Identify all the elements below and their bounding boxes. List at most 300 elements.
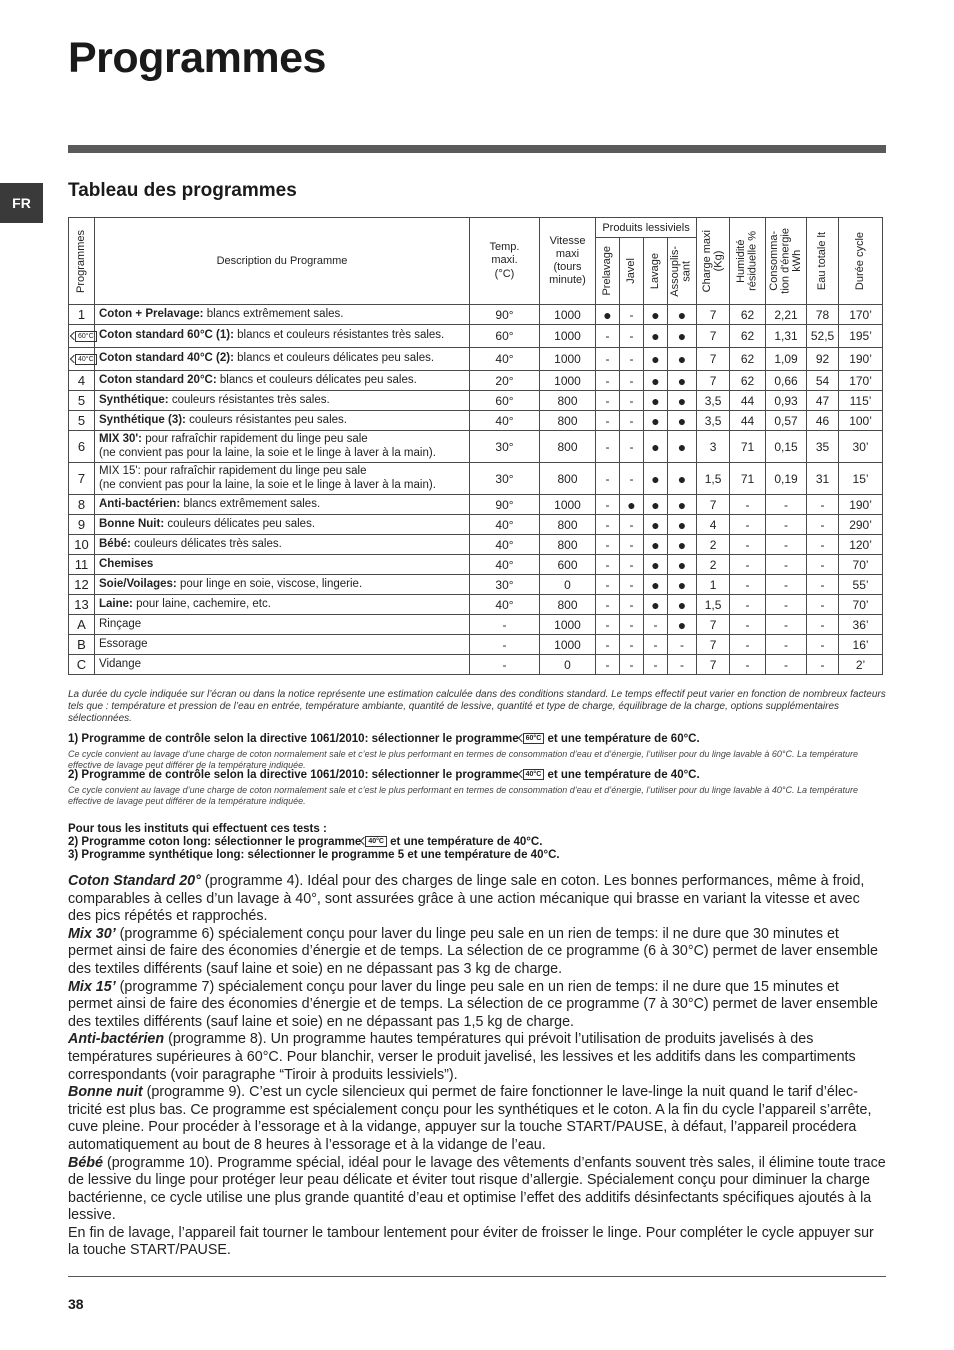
assouplissant-cell: - xyxy=(668,635,697,655)
table-row xyxy=(69,325,883,348)
humidite-cell: 44 xyxy=(730,391,766,411)
humidite-cell: - xyxy=(730,595,766,615)
cycle-disclaimer: La durée du cycle indiquée sur l’écran ou dans la notice représente une estimation calculée dans des conditions standard. Le temps effectif peut varier en fonction de nombreux facteurs tels que : température et pression de l’eau en entrée, température ambiante, quantité de lessive, quantité et type de charge, équilibrage de la charge, options supplémentaires sélectionnées. xyxy=(68,689,886,724)
eau-cell: 92 xyxy=(807,348,839,371)
lavage-cell: ● xyxy=(644,325,668,348)
humidite-cell: 71 xyxy=(730,463,766,495)
humidite-cell: 71 xyxy=(730,431,766,463)
consommation-cell: 0,19 xyxy=(766,463,807,495)
javel-cell: - xyxy=(620,535,644,555)
lavage-cell: ● xyxy=(644,595,668,615)
charge-cell: 7 xyxy=(697,495,730,515)
temp-cell: 30° xyxy=(470,575,540,595)
assouplissant-cell: ● xyxy=(668,391,697,411)
paragraph-lead: Mix 30’ xyxy=(68,925,116,942)
eau-cell: - xyxy=(807,575,839,595)
javel-cell: - xyxy=(620,515,644,535)
speed-cell: 0 xyxy=(540,655,596,675)
header-lavage: Lavage xyxy=(644,238,668,305)
assouplissant-cell: ● xyxy=(668,371,697,391)
description-paragraph xyxy=(68,1031,886,1084)
charge-cell: 3,5 xyxy=(697,391,730,411)
eco-60-icon: 60°C xyxy=(523,733,545,744)
header-prelavage: Prelavage xyxy=(596,238,620,305)
speed-cell: 1000 xyxy=(540,615,596,635)
section-title: Tableau des programmes xyxy=(68,180,297,201)
program-number: A xyxy=(69,615,95,635)
note-2 xyxy=(68,769,886,807)
humidite-cell: 62 xyxy=(730,371,766,391)
speed-cell: 800 xyxy=(540,391,596,411)
javel-cell: ● xyxy=(620,495,644,515)
language-tab: FR xyxy=(0,183,43,223)
header-description: Description du Programme xyxy=(95,218,470,305)
note2-detail: Ce cycle convient au lavage d’une charge de coton normalement sale et c’est le plus performant en termes de consommation d’eau et d’énergie, l’utiliser pour du linge lavable à 40°C. La température effective de lavage peut différer de la température indiquée. xyxy=(68,785,859,806)
speed-cell: 800 xyxy=(540,431,596,463)
note1-detail: Ce cycle convient au lavage d’une charge de coton normalement sale et c’est le plus performant en termes de consommation d’eau et d’énergie, l’utiliser pour du linge lavable à 60°C. La température effective de lavage peut différer de la température indiquée. xyxy=(68,749,859,770)
humidite-cell: 62 xyxy=(730,325,766,348)
temp-cell: 90° xyxy=(470,495,540,515)
table-row xyxy=(69,371,883,391)
consommation-cell: - xyxy=(766,655,807,675)
program-number: 4 xyxy=(69,371,95,391)
prelavage-cell: - xyxy=(596,411,620,431)
consommation-cell: - xyxy=(766,495,807,515)
page-title: Programmes xyxy=(68,34,326,82)
humidite-cell: - xyxy=(730,515,766,535)
institutes-note xyxy=(68,823,886,862)
assouplissant-cell: ● xyxy=(668,595,697,615)
charge-cell: 7 xyxy=(697,325,730,348)
program-number: C xyxy=(69,655,95,675)
eau-cell: - xyxy=(807,515,839,535)
speed-cell: 1000 xyxy=(540,348,596,371)
prelavage-cell: - xyxy=(596,615,620,635)
table-row xyxy=(69,431,883,463)
table-row xyxy=(69,391,883,411)
lavage-cell: - xyxy=(644,615,668,635)
paragraph-lead: Bébé xyxy=(68,1154,103,1171)
table-row xyxy=(69,635,883,655)
prelavage-cell: - xyxy=(596,655,620,675)
institutes-line-2: 2) Programme coton long: sélectionner le programme xyxy=(68,836,362,848)
table-row xyxy=(69,575,883,595)
javel-cell: - xyxy=(620,431,644,463)
speed-cell: 1000 xyxy=(540,371,596,391)
temp-cell: 40° xyxy=(470,348,540,371)
temp-cell: - xyxy=(470,635,540,655)
paragraph-lead: Mix 15’ xyxy=(68,978,116,995)
eco-program-icon: 60°C xyxy=(75,331,97,342)
prelavage-cell: - xyxy=(596,348,620,371)
consommation-cell: 0,57 xyxy=(766,411,807,431)
program-number: 9 xyxy=(69,515,95,535)
speed-cell: 1000 xyxy=(540,635,596,655)
programmes-table xyxy=(68,217,883,675)
eco-40-icon: 40°C xyxy=(523,769,545,780)
header-assouplissant: Assouplis- sant xyxy=(668,238,697,305)
program-description: Coton standard 20°C: blancs et couleurs délicates peu sales. xyxy=(95,371,470,391)
program-number: 12 xyxy=(69,575,95,595)
assouplissant-cell: ● xyxy=(668,305,697,325)
table-row xyxy=(69,348,883,371)
prelavage-cell: - xyxy=(596,555,620,575)
javel-cell: - xyxy=(620,391,644,411)
assouplissant-cell: ● xyxy=(668,495,697,515)
charge-cell: 2 xyxy=(697,555,730,575)
note1-text: 1) Programme de contrôle selon la directive 1061/2010: sélectionner le programme xyxy=(68,733,519,745)
lavage-cell: ● xyxy=(644,535,668,555)
consommation-cell: 0,93 xyxy=(766,391,807,411)
institutes-line-2-end: et une température de 40°C. xyxy=(390,836,543,848)
consommation-cell: - xyxy=(766,575,807,595)
prelavage-cell: - xyxy=(596,371,620,391)
javel-cell: - xyxy=(620,555,644,575)
consommation-cell: - xyxy=(766,615,807,635)
header-programmes: Programmes xyxy=(69,218,95,305)
javel-cell: - xyxy=(620,305,644,325)
footer-rule xyxy=(68,1276,886,1277)
eau-cell: 31 xyxy=(807,463,839,495)
consommation-cell: 0,15 xyxy=(766,431,807,463)
consommation-cell: 1,09 xyxy=(766,348,807,371)
charge-cell: 7 xyxy=(697,635,730,655)
paragraph-text: (programme 7) spécialement conçu pour laver du linge peu sale en un rien de temps: il ne dure que 15 minutes et permet ainsi de faire des économies d’énergie et de temps. La sélection de ce programme (7 à 30°C) permet de laver ensemble des textiles différents (sauf laine et soie) en ne dépassant pas 1,5 kg de charge. xyxy=(68,978,878,1030)
assouplissant-cell: ● xyxy=(668,615,697,635)
duree-cell: 15’ xyxy=(839,463,883,495)
header-javel: Javel xyxy=(620,238,644,305)
program-description: Synthétique (3): couleurs résistantes peu sales. xyxy=(95,411,470,431)
javel-cell: - xyxy=(620,595,644,615)
program-number: 5 xyxy=(69,391,95,411)
duree-cell: 190’ xyxy=(839,495,883,515)
prelavage-cell: - xyxy=(596,325,620,348)
page-number: 38 xyxy=(68,1296,84,1312)
javel-cell: - xyxy=(620,655,644,675)
program-number: 5 xyxy=(69,411,95,431)
table-row xyxy=(69,615,883,635)
temp-cell: 30° xyxy=(470,431,540,463)
consommation-cell: - xyxy=(766,555,807,575)
lavage-cell: ● xyxy=(644,515,668,535)
table-row xyxy=(69,595,883,615)
duree-cell: 16’ xyxy=(839,635,883,655)
header-charge: Charge maxi (Kg) xyxy=(697,218,730,305)
temp-cell: - xyxy=(470,615,540,635)
prelavage-cell: - xyxy=(596,515,620,535)
assouplissant-cell: ● xyxy=(668,431,697,463)
temp-cell: 60° xyxy=(470,325,540,348)
javel-cell: - xyxy=(620,411,644,431)
table-row xyxy=(69,495,883,515)
charge-cell: 1 xyxy=(697,575,730,595)
institutes-line-3: 3) Programme synthétique long: sélectionner le programme 5 et une température de 40°C. xyxy=(68,849,560,861)
consommation-cell: 0,66 xyxy=(766,371,807,391)
eau-cell: 54 xyxy=(807,371,839,391)
prelavage-cell: - xyxy=(596,463,620,495)
note-1 xyxy=(68,733,886,771)
program-number: B xyxy=(69,635,95,655)
note2-text: 2) Programme de contrôle selon la directive 1061/2010: sélectionner le programme xyxy=(68,769,519,781)
javel-cell: - xyxy=(620,325,644,348)
temp-cell: 20° xyxy=(470,371,540,391)
assouplissant-cell: ● xyxy=(668,535,697,555)
charge-cell: 7 xyxy=(697,655,730,675)
javel-cell: - xyxy=(620,615,644,635)
program-description: Laine: pour laine, cachemire, etc. xyxy=(95,595,470,615)
charge-cell: 1,5 xyxy=(697,595,730,615)
description-paragraph xyxy=(68,1225,886,1260)
program-descriptions xyxy=(68,873,886,1260)
lavage-cell: ● xyxy=(644,431,668,463)
speed-cell: 800 xyxy=(540,463,596,495)
charge-cell: 2 xyxy=(697,535,730,555)
header-duree: Durée cycle xyxy=(839,218,883,305)
description-paragraph xyxy=(68,1084,886,1154)
temp-cell: 40° xyxy=(470,411,540,431)
prelavage-cell: - xyxy=(596,595,620,615)
lavage-cell: ● xyxy=(644,391,668,411)
program-description: MIX 30': pour rafraîchir rapidement du linge peu sale (ne convient pas pour la laine, la soie et le linge à laver à la main). xyxy=(95,431,470,463)
temp-cell: 40° xyxy=(470,555,540,575)
humidite-cell: - xyxy=(730,635,766,655)
lavage-cell: ● xyxy=(644,305,668,325)
assouplissant-cell: ● xyxy=(668,411,697,431)
header-temp: Temp. maxi. (°C) xyxy=(470,218,540,305)
javel-cell: - xyxy=(620,348,644,371)
program-description: Coton standard 40°C (2): blancs et couleurs délicates peu sales. xyxy=(95,348,470,371)
javel-cell: - xyxy=(620,371,644,391)
prelavage-cell: - xyxy=(596,575,620,595)
lavage-cell: ● xyxy=(644,495,668,515)
lavage-cell: ● xyxy=(644,463,668,495)
temp-cell: 60° xyxy=(470,391,540,411)
program-description: MIX 15': pour rafraîchir rapidement du linge peu sale (ne convient pas pour la laine, la soie et le linge à laver à la main). xyxy=(95,463,470,495)
program-description: Chemises xyxy=(95,555,470,575)
speed-cell: 800 xyxy=(540,535,596,555)
speed-cell: 800 xyxy=(540,595,596,615)
prelavage-cell: ● xyxy=(596,305,620,325)
program-description: Coton standard 60°C (1): blancs et couleurs résistantes très sales. xyxy=(95,325,470,348)
program-number: 1 xyxy=(69,305,95,325)
lavage-cell: ● xyxy=(644,411,668,431)
charge-cell: 3 xyxy=(697,431,730,463)
duree-cell: 2’ xyxy=(839,655,883,675)
humidite-cell: 44 xyxy=(730,411,766,431)
program-description: Synthétique: couleurs résistantes très sales. xyxy=(95,391,470,411)
humidite-cell: 62 xyxy=(730,305,766,325)
speed-cell: 1000 xyxy=(540,325,596,348)
javel-cell: - xyxy=(620,575,644,595)
header-consommation: Consomma- tion d'énergie kWh xyxy=(766,218,807,305)
eau-cell: 46 xyxy=(807,411,839,431)
speed-cell: 800 xyxy=(540,411,596,431)
eau-cell: 47 xyxy=(807,391,839,411)
program-number: 13 xyxy=(69,595,95,615)
charge-cell: 7 xyxy=(697,371,730,391)
description-paragraph xyxy=(68,1155,886,1225)
paragraph-text: En fin de lavage, l’appareil fait tourner le tambour lentement pour éviter de froisser le linge. Pour compléter le cycle appuyer sur la touche START/PAUSE. xyxy=(68,1224,874,1259)
table-row xyxy=(69,411,883,431)
lavage-cell: - xyxy=(644,635,668,655)
charge-cell: 7 xyxy=(697,615,730,635)
program-number: 7 xyxy=(69,463,95,495)
duree-cell: 290’ xyxy=(839,515,883,535)
consommation-cell: 2,21 xyxy=(766,305,807,325)
duree-cell: 30’ xyxy=(839,431,883,463)
charge-cell: 4 xyxy=(697,515,730,535)
eau-cell: - xyxy=(807,655,839,675)
eau-cell: - xyxy=(807,595,839,615)
table-row xyxy=(69,305,883,325)
eau-cell: 78 xyxy=(807,305,839,325)
duree-cell: 170’ xyxy=(839,371,883,391)
duree-cell: 55’ xyxy=(839,575,883,595)
program-number: 6 xyxy=(69,431,95,463)
assouplissant-cell: ● xyxy=(668,325,697,348)
consommation-cell: - xyxy=(766,535,807,555)
eau-cell: 52,5 xyxy=(807,325,839,348)
paragraph-lead: Anti-bactérien xyxy=(68,1031,165,1048)
humidite-cell: 62 xyxy=(730,348,766,371)
charge-cell: 7 xyxy=(697,348,730,371)
paragraph-text: (programme 10). Programme spécial, idéal pour le lavage des vêtements d’enfants souvent très sales, il élimine toute trace de lessive du linge pour protéger leur peau délicate et éviter tout risque d’allergie. Spécialement conçu pour diminuer la charge bactérienne, ce cycle utilise une plus grande quantité d’eau et optimise l’effet des additifs désinfectants spécifiques ajoutés à la lessive. xyxy=(68,1154,886,1224)
eau-cell: - xyxy=(807,555,839,575)
temp-cell: 40° xyxy=(470,515,540,535)
table-row xyxy=(69,555,883,575)
charge-cell: 3,5 xyxy=(697,411,730,431)
consommation-cell: - xyxy=(766,595,807,615)
assouplissant-cell: ● xyxy=(668,575,697,595)
humidite-cell: - xyxy=(730,495,766,515)
lavage-cell: ● xyxy=(644,555,668,575)
program-number xyxy=(69,325,95,348)
lavage-cell: ● xyxy=(644,575,668,595)
program-number: 10 xyxy=(69,535,95,555)
duree-cell: 70’ xyxy=(839,595,883,615)
duree-cell: 36’ xyxy=(839,615,883,635)
duree-cell: 190’ xyxy=(839,348,883,371)
program-description: Essorage xyxy=(95,635,470,655)
title-rule xyxy=(68,145,886,153)
paragraph-text: (programme 4). Idéal pour des charges de linge sale en coton. Les bonnes performances, même à froid, comparables à celles d’un lavage à 40°, sont assurées grâce à une action mécanique qui brasse en variant la vitesse et avec des pics répétés et rapprochés. xyxy=(68,873,865,925)
humidite-cell: - xyxy=(730,535,766,555)
program-description: Coton + Prelavage: blancs extrêmement sales. xyxy=(95,305,470,325)
temp-cell: 90° xyxy=(470,305,540,325)
temp-cell: 30° xyxy=(470,463,540,495)
program-number: 11 xyxy=(69,555,95,575)
temp-cell: - xyxy=(470,655,540,675)
humidite-cell: - xyxy=(730,555,766,575)
program-description: Soie/Voilages: pour linge en soie, viscose, lingerie. xyxy=(95,575,470,595)
temp-cell: 40° xyxy=(470,595,540,615)
program-description: Bonne Nuit: couleurs délicates peu sales. xyxy=(95,515,470,535)
eau-cell: - xyxy=(807,495,839,515)
speed-cell: 600 xyxy=(540,555,596,575)
assouplissant-cell: ● xyxy=(668,555,697,575)
program-number xyxy=(69,348,95,371)
assouplissant-cell: ● xyxy=(668,348,697,371)
institutes-title: Pour tous les instituts qui effectuent ces tests : xyxy=(68,823,327,835)
program-description: Anti-bactérien: blancs extrêmement sales. xyxy=(95,495,470,515)
header-produits: Produits lessiviels xyxy=(596,218,697,238)
notes-section xyxy=(68,689,886,725)
javel-cell: - xyxy=(620,635,644,655)
duree-cell: 100’ xyxy=(839,411,883,431)
header-vitesse: Vitesse maxi (tours minute) xyxy=(540,218,596,305)
consommation-cell: - xyxy=(766,635,807,655)
prelavage-cell: - xyxy=(596,535,620,555)
assouplissant-cell: ● xyxy=(668,515,697,535)
duree-cell: 195’ xyxy=(839,325,883,348)
charge-cell: 1,5 xyxy=(697,463,730,495)
assouplissant-cell: ● xyxy=(668,463,697,495)
table-row xyxy=(69,655,883,675)
assouplissant-cell: - xyxy=(668,655,697,675)
temp-cell: 40° xyxy=(470,535,540,555)
table-row xyxy=(69,515,883,535)
description-paragraph xyxy=(68,873,886,926)
humidite-cell: - xyxy=(730,575,766,595)
speed-cell: 800 xyxy=(540,515,596,535)
description-paragraph xyxy=(68,979,886,1032)
program-number: 8 xyxy=(69,495,95,515)
program-description: Bébé: couleurs délicates très sales. xyxy=(95,535,470,555)
table-row xyxy=(69,535,883,555)
charge-cell: 7 xyxy=(697,305,730,325)
humidite-cell: - xyxy=(730,655,766,675)
duree-cell: 115’ xyxy=(839,391,883,411)
prelavage-cell: - xyxy=(596,431,620,463)
note2-text-end: et une température de 40°C. xyxy=(547,769,700,781)
consommation-cell: 1,31 xyxy=(766,325,807,348)
eau-cell: - xyxy=(807,635,839,655)
eau-cell: - xyxy=(807,535,839,555)
lavage-cell: ● xyxy=(644,371,668,391)
note1-text-end: et une température de 60°C. xyxy=(547,733,700,745)
paragraph-text: (programme 6) spécialement conçu pour laver du linge peu sale en un rien de temps: il ne dure que 30 minutes et permet ainsi de faire des économies d’énergie et de temps. La sélection de ce programme (6 à 30°C) permet de laver ensemble des textiles différents (sauf laine et soie) en ne dépassant pas 3 kg de charge. xyxy=(68,925,878,977)
program-description: Rinçage xyxy=(95,615,470,635)
duree-cell: 70’ xyxy=(839,555,883,575)
consommation-cell: - xyxy=(766,515,807,535)
speed-cell: 1000 xyxy=(540,305,596,325)
prelavage-cell: - xyxy=(596,391,620,411)
description-paragraph xyxy=(68,926,886,979)
eco-program-icon: 40°C xyxy=(75,354,97,365)
prelavage-cell: - xyxy=(596,495,620,515)
table-row xyxy=(69,463,883,495)
duree-cell: 170’ xyxy=(839,305,883,325)
program-description: Vidange xyxy=(95,655,470,675)
speed-cell: 0 xyxy=(540,575,596,595)
eau-cell: - xyxy=(807,615,839,635)
prelavage-cell: - xyxy=(596,635,620,655)
speed-cell: 1000 xyxy=(540,495,596,515)
header-humidite: Humidité résiduelle % xyxy=(730,218,766,305)
paragraph-text: (programme 8). Un programme hautes températures qui prévoit l’utilisation de produits javelisés à des températures supérieures à 60°C. Pour blanchir, verser le produit javelisé, les lessives et les additifs dans les compartiments correspondants (voir paragraphe “Tiroir à produits lessiviels”). xyxy=(68,1031,856,1083)
duree-cell: 120’ xyxy=(839,535,883,555)
eau-cell: 35 xyxy=(807,431,839,463)
header-eau: Eau totale lt xyxy=(807,218,839,305)
paragraph-lead: Coton Standard 20° xyxy=(68,873,201,889)
javel-cell: - xyxy=(620,463,644,495)
eco-40-icon: 40°C xyxy=(365,836,387,847)
lavage-cell: ● xyxy=(644,348,668,371)
humidite-cell: - xyxy=(730,615,766,635)
lavage-cell: - xyxy=(644,655,668,675)
paragraph-text: (programme 9). C’est un cycle silencieux qui permet de faire fonctionner le lave-linge la nuit quand le tarif d’électricité est plus bas. Ce programme est spécialement conçu pour les synthétiques et le coton. A la fin du cycle l’appareil s’arrête, cuve pleine. Pour procéder à l’essorage et à la vidange, appuyer sur la touche START/PAUSE, à défaut, l’appareil procédera automatiquement au bout de 8 heures à l’essorage et à la vidange de l’eau. xyxy=(68,1084,872,1153)
paragraph-lead: Bonne nuit xyxy=(68,1084,143,1101)
